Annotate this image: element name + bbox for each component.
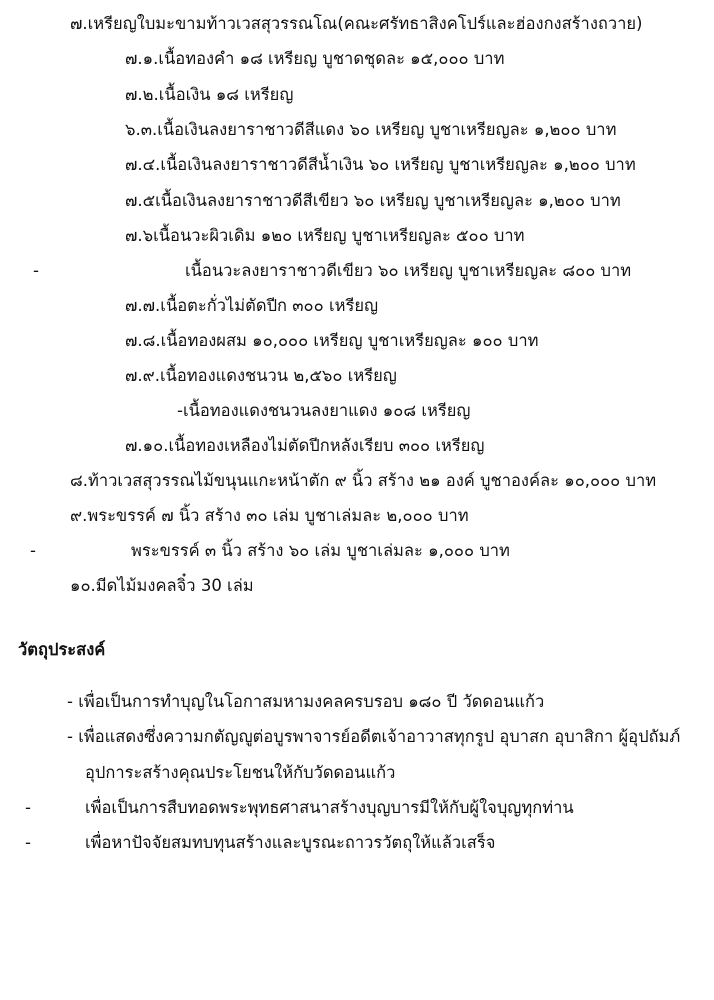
list-item: ๗.๙.เนื้อทองแดงชนวน ๒,๕๖๐ เหรียญ	[125, 366, 397, 385]
list-item: ๗.๖เนื้อนวะผิวเดิม ๑๒๐ เหรียญ บูชาเหรียญละ ๕๐๐ บาท	[125, 226, 525, 245]
list-item: ๖.๓.เนื้อเงินลงยาราชาวดีสีแดง ๖๐ เหรียญ บูชาเหรียญละ ๑,๒๐๐ บาท	[125, 120, 617, 139]
section-heading: วัตถุประสงค์	[18, 640, 106, 659]
dash-bullet: -	[25, 798, 31, 817]
dash-bullet: -	[33, 261, 39, 280]
objective-item: เพื่อเป็นการสืบทอดพระพุทธศาสนาสร้างบุญบารมีให้กับผู้ใจบุญทุกท่าน	[85, 798, 574, 817]
objective-item: - เพื่อเป็นการทำบุญในโอกาสมหามงคลครบรอบ ๑๘๐ ปี วัดดอนแก้ว	[67, 692, 545, 711]
list-item: ๙.พระขรรค์ ๗ นิ้ว สร้าง ๓๐ เล่ม บูชาเล่มละ ๒,๐๐๐ บาท	[70, 506, 469, 525]
dash-bullet: -	[30, 541, 36, 560]
list-item: ๘.ท้าวเวสสุวรรณไม้ขนุนแกะหน้าตัก ๙ นิ้ว สร้าง ๒๑ องค์ บูชาองค์ละ ๑๐,๐๐๐ บาท	[70, 471, 657, 490]
list-item: ๗.๘.เนื้อทองผสม ๑๐,๐๐๐ เหรียญ บูชาเหรียญละ ๑๐๐ บาท	[125, 331, 539, 350]
list-item: ๗.๕เนื้อเงินลงยาราชาวดีสีเขียว ๖๐ เหรียญ บูชาเหรียญละ ๑,๒๐๐ บาท	[125, 191, 621, 210]
objective-item-continuation: อุปการะสร้างคุณประโยชนให้กับวัดดอนแก้ว	[85, 763, 396, 782]
list-item: ๑๐.มีดไม้มงคลจิ๋ว 30 เล่ม	[70, 576, 254, 595]
objective-item: เพื่อหาปัจจัยสมทบทุนสร้างและบูรณะถาวรวัตถุให้แล้วเสร็จ	[85, 833, 496, 852]
list-item: เนื้อนวะลงยาราชาวดีเขียว ๖๐ เหรียญ บูชาเหรียญละ ๘๐๐ บาท	[185, 261, 632, 280]
list-item: ๗.เหรียญใบมะขามท้าวเวสสุวรรณโณ(คณะศรัทธาสิงคโปร์และฮ่องกงสร้างถวาย)	[70, 14, 643, 33]
list-item: ๗.๑.เนื้อทองคำ ๑๘ เหรียญ บูชาดชุดละ ๑๕,๐๐๐ บาท	[125, 49, 505, 68]
list-item: พระขรรค์ ๓ นิ้ว สร้าง ๖๐ เล่ม บูชาเล่มละ ๑,๐๐๐ บาท	[131, 541, 510, 560]
list-item: ๗.๑๐.เนื้อทองเหลืองไม่ตัดปีกหลังเรียบ ๓๐๐ เหรียญ	[125, 436, 485, 455]
list-item: ๗.๒.เนื้อเงิน ๑๘ เหรียญ	[125, 85, 294, 104]
list-item: ๗.๔.เนื้อเงินลงยาราชาวดีสีน้ำเงิน ๖๐ เหรียญ บูชาเหรียญละ ๑,๒๐๐ บาท	[125, 155, 636, 174]
dash-bullet: -	[25, 833, 31, 852]
objective-item: - เพื่อแสดงซึ่งความกตัญญูต่อบูรพาจารย์อดีตเจ้าอาวาสทุกรูป อุบาสก อุบาสิกา ผู้อุปถัมภ์	[67, 727, 681, 746]
list-item: ๗.๗.เนื้อตะกั่วไม่ตัดปีก ๓๐๐ เหรียญ	[125, 296, 379, 315]
list-item: -เนื้อทองแดงชนวนลงยาแดง ๑๐๘ เหรียญ	[177, 401, 471, 420]
